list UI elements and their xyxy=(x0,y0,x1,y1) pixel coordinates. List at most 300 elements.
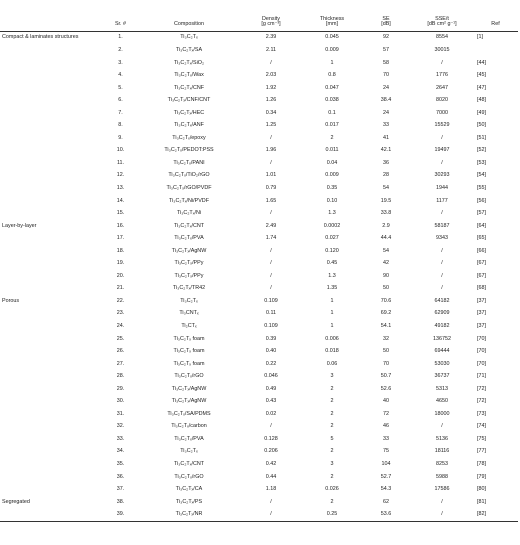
cell-group xyxy=(0,120,102,133)
cell-group xyxy=(0,245,102,258)
table-row xyxy=(0,208,518,221)
cell-se: 62 xyxy=(383,498,389,505)
cell-composition: Ti₃C₂Tₓ/CA xyxy=(175,486,203,493)
cell-composition: Ti₃C₂Tₓ/AgNW xyxy=(171,398,207,405)
cell-sse: 8020 xyxy=(436,97,448,104)
table-row xyxy=(0,408,518,421)
header-se-label: SE xyxy=(382,15,390,22)
table-row xyxy=(0,132,518,145)
cell-ref: [52] xyxy=(477,147,486,154)
cell-thickness: 0.45 xyxy=(326,260,338,267)
cell-composition: Ti₃C₂Tₓ/PS xyxy=(175,498,203,505)
cell-se: 69.2 xyxy=(380,310,392,317)
table-row xyxy=(0,358,518,371)
cell-composition: Ti₃C₂Tₓ/AgNW xyxy=(171,385,207,392)
cell-thickness: 0.011 xyxy=(325,147,339,154)
cell-sse: 9343 xyxy=(436,235,448,242)
cell-sr: 20. xyxy=(116,272,125,279)
cell-thickness: 0.10 xyxy=(326,197,338,204)
cell-sr: 7. xyxy=(118,109,123,116)
cell-group xyxy=(0,321,102,334)
table-row xyxy=(0,496,518,509)
cell-group xyxy=(0,509,102,522)
cell-group xyxy=(0,70,102,83)
cell-ref: [1] xyxy=(477,34,483,41)
cell-se: 36 xyxy=(383,159,389,166)
cell-sse: 5136 xyxy=(436,435,448,442)
cell-thickness: 0.006 xyxy=(325,335,339,342)
cell-group: Porous xyxy=(2,297,20,304)
cell-thickness: 0.017 xyxy=(325,122,339,129)
cell-sse: 18000 xyxy=(434,410,450,417)
cell-sr: 18. xyxy=(116,247,125,254)
cell-group xyxy=(0,346,102,359)
cell-sr: 19. xyxy=(116,260,125,267)
cell-sse: 36737 xyxy=(434,373,450,380)
cell-se: 75 xyxy=(383,448,389,455)
cell-sr: 24. xyxy=(116,323,125,330)
cell-group xyxy=(0,283,102,296)
cell-group xyxy=(0,170,102,183)
cell-thickness: 0.1 xyxy=(328,109,336,116)
table-row xyxy=(0,346,518,359)
cell-sse: 30015 xyxy=(434,46,450,53)
cell-ref: [45] xyxy=(477,72,486,79)
cell-sse: 7000 xyxy=(436,109,448,116)
cell-se: 44.4 xyxy=(380,235,392,242)
cell-sr: 26. xyxy=(116,348,125,355)
table-row xyxy=(0,57,518,70)
cell-group xyxy=(0,45,102,58)
cell-se: 54 xyxy=(383,247,389,254)
table-row xyxy=(0,484,518,497)
cell-composition: Ti₃C₂Tₓ/rGO xyxy=(174,473,204,480)
cell-sse: 1177 xyxy=(436,197,448,204)
cell-ref: [79] xyxy=(477,473,486,480)
cell-thickness: 1.3 xyxy=(328,210,336,217)
cell-thickness: 0.06 xyxy=(326,360,338,367)
cell-se: 52.7 xyxy=(380,473,392,480)
cell-composition: Ti₃C₂Tₓ/rGO xyxy=(174,373,204,380)
cell-group xyxy=(0,383,102,396)
cell-composition: Ti₃C₂Tₓ/rGO/PVDF xyxy=(166,185,212,191)
cell-sr: 38. xyxy=(116,498,125,505)
cell-se: 24 xyxy=(383,84,389,91)
cell-sr: 5. xyxy=(118,84,123,91)
cell-density: / xyxy=(270,423,272,430)
cell-density: / xyxy=(270,260,272,267)
cell-se: 54 xyxy=(383,185,389,191)
cell-density: / xyxy=(270,159,272,166)
cell-sse: / xyxy=(441,247,443,254)
cell-ref: [80] xyxy=(477,486,486,493)
cell-thickness: 0.35 xyxy=(326,185,338,191)
header-thickness-label: Thickness xyxy=(319,15,345,22)
cell-sse: / xyxy=(441,285,443,292)
cell-ref: [71] xyxy=(477,373,486,380)
cell-thickness: 0.026 xyxy=(325,486,339,493)
cell-thickness: 1.3 xyxy=(328,272,336,279)
cell-sr: 25. xyxy=(116,335,125,342)
cell-se: 19.5 xyxy=(380,197,392,204)
header-density xyxy=(239,6,303,31)
table-row xyxy=(0,45,518,58)
cell-ref: [74] xyxy=(477,423,486,430)
cell-group xyxy=(0,157,102,170)
cell-thickness: 1.35 xyxy=(326,285,338,292)
cell-composition: Ti₃C₂Tₓ/CNT xyxy=(173,461,205,468)
header-ref: Ref xyxy=(491,21,500,28)
table-row xyxy=(0,82,518,95)
cell-sr: 12. xyxy=(116,172,125,179)
cell-sse: 18116 xyxy=(434,448,450,455)
cell-ref: [48] xyxy=(477,97,486,104)
cell-sse: 8554 xyxy=(436,34,448,41)
table-row xyxy=(0,183,518,196)
cell-composition: Ti₃C₂Tₓ/CNF xyxy=(173,84,205,91)
cell-density: / xyxy=(270,247,272,254)
cell-sr: 10. xyxy=(116,147,125,154)
cell-density: 2.39 xyxy=(265,34,277,41)
cell-sse: 4650 xyxy=(436,398,448,405)
cell-sse: / xyxy=(441,423,443,430)
cell-sse: / xyxy=(411,509,473,522)
cell-density: / xyxy=(239,509,303,522)
header-sse xyxy=(411,6,473,31)
cell-sse: 62909 xyxy=(434,310,450,317)
cell-group xyxy=(0,333,102,346)
cell-group xyxy=(0,308,102,321)
cell-ref: [37] xyxy=(477,323,486,330)
header-sr: Sr. # xyxy=(114,21,127,28)
cell-composition: Ti₃C₂Tₓ/epoxy xyxy=(172,134,206,141)
cell-group xyxy=(0,82,102,95)
cell-composition: Ti₃C₂Tₓ/PEDOT:PSS xyxy=(164,147,214,154)
cell-composition: Ti₃C₂Tₓ/Wax xyxy=(174,72,204,79)
table-row xyxy=(0,308,518,321)
cell-composition: Ti₃C₂Tₓ/CNF/CNT xyxy=(167,97,211,104)
cell-density: 0.39 xyxy=(265,335,277,342)
cell-composition: Ti₃C₂Tₓ/PVA xyxy=(174,235,204,242)
cell-composition: Ti₃C₂Tₓ/SA/PDMS xyxy=(167,410,211,417)
cell-thickness: 0.038 xyxy=(325,97,339,104)
cell-sr: 32. xyxy=(116,423,125,430)
cell-ref: [73] xyxy=(477,410,486,417)
cell-thickness: 0.04 xyxy=(326,159,338,166)
cell-ref: [72] xyxy=(477,385,486,392)
cell-ref: [51] xyxy=(477,134,486,141)
cell-sse: 1944 xyxy=(436,185,448,191)
cell-sr: 34. xyxy=(116,448,125,455)
cell-ref: [67] xyxy=(477,260,486,267)
cell-density: 1.26 xyxy=(265,97,277,104)
cell-density: 0.22 xyxy=(265,360,277,367)
cell-se: 50 xyxy=(383,348,389,355)
cell-sse: 19497 xyxy=(434,147,450,154)
cell-composition: Ti₃C₂Tₓ/PPy xyxy=(174,272,204,279)
cell-group xyxy=(0,145,102,158)
cell-density: 1.25 xyxy=(265,122,277,129)
cell-composition: Ti₃C₂Tₓ foam xyxy=(173,335,205,342)
cell-se: 92 xyxy=(383,34,389,41)
table-row xyxy=(0,145,518,158)
cell-composition: Ti₂CTₓ xyxy=(181,323,197,330)
cell-thickness: 1 xyxy=(330,323,334,330)
cell-thickness: 0.045 xyxy=(325,34,339,41)
cell-density: 0.128 xyxy=(264,435,278,442)
cell-density: 1.18 xyxy=(265,486,277,493)
cell-se: 54.3 xyxy=(380,486,392,493)
cell-thickness: 0.8 xyxy=(328,72,336,79)
cell-sse: 64182 xyxy=(434,297,450,304)
cell-se: 24 xyxy=(383,109,389,116)
cell-thickness: 1 xyxy=(330,297,334,304)
cell-thickness: 3 xyxy=(330,461,334,468)
header-sse-label: SSE/t xyxy=(435,15,449,22)
table-row xyxy=(0,107,518,120)
cell-ref: [66] xyxy=(477,247,486,254)
cell-sse: 2647 xyxy=(436,84,448,91)
cell-sr: 16. xyxy=(116,222,125,229)
cell-ref: [77] xyxy=(477,448,486,455)
cell-sr: 28. xyxy=(116,373,125,380)
table-row xyxy=(0,245,518,258)
cell-composition: Ti₃C₂Tₓ foam xyxy=(173,360,205,367)
cell-thickness: 0.0002 xyxy=(323,222,341,229)
cell-se: 50.7 xyxy=(380,373,392,380)
cell-se: 70 xyxy=(383,72,389,79)
cell-density: 0.046 xyxy=(264,373,278,380)
cell-se: 41 xyxy=(383,134,389,141)
cell-thickness: 0.027 xyxy=(325,235,339,242)
cell-group xyxy=(0,233,102,246)
cell-thickness: 2 xyxy=(330,498,334,505)
cell-composition: Ti₃C₂Tₓ foam xyxy=(173,348,205,355)
cell-sse: / xyxy=(441,134,443,141)
cell-composition: Ti₃C₂Tₓ/carbon xyxy=(171,423,207,430)
table-row xyxy=(0,95,518,108)
cell-density: 0.206 xyxy=(264,448,278,455)
table-row xyxy=(0,170,518,183)
cell-se: 33.8 xyxy=(380,210,392,217)
cell-group xyxy=(0,258,102,271)
cell-ref: [44] xyxy=(477,59,486,66)
header-thickness-unit: [mm] xyxy=(326,21,338,28)
table-row xyxy=(0,321,518,334)
cell-thickness: 0.009 xyxy=(325,172,339,179)
cell-ref: [67] xyxy=(477,272,486,279)
cell-ref: [54] xyxy=(477,172,486,179)
cell-composition: Ti₃C₂Tₓ/HEC xyxy=(173,109,205,116)
cell-composition: Ti₃C₂Tₓ/PPy xyxy=(174,260,204,267)
cell-density: 0.49 xyxy=(265,385,277,392)
cell-density: 1.74 xyxy=(265,235,277,242)
cell-thickness: 0.009 xyxy=(325,46,339,53)
table-row xyxy=(0,157,518,170)
cell-group xyxy=(0,57,102,70)
cell-se: 104 xyxy=(381,461,391,468)
cell-ref: [78] xyxy=(477,461,486,468)
cell-sr: 21. xyxy=(116,285,125,292)
cell-composition: Ti₃C₂Tₓ/SA xyxy=(175,46,203,53)
cell-density: / xyxy=(270,210,272,217)
cell-density: 0.02 xyxy=(265,410,277,417)
cell-sr: 6. xyxy=(118,97,123,104)
cell-density: 2.11 xyxy=(265,46,277,53)
header-density-label: Density xyxy=(262,15,280,22)
cell-density: 1.96 xyxy=(265,147,277,154)
cell-se: 33 xyxy=(383,122,389,129)
cell-density: / xyxy=(270,498,272,505)
table-row xyxy=(0,459,518,472)
cell-composition: Ti₃C₂Tₓ/TR42 xyxy=(172,285,206,292)
cell-se: 46 xyxy=(383,423,389,430)
cell-group xyxy=(0,484,102,497)
table-row xyxy=(0,70,518,83)
cell-group xyxy=(0,421,102,434)
cell-se: 42 xyxy=(383,260,389,267)
cell-composition: Ti₃C₂Tₓ/SiO₂ xyxy=(173,59,205,66)
cell-density: 2.03 xyxy=(265,72,277,79)
cell-group xyxy=(0,459,102,472)
cell-composition: Ti₃C₂Tₓ/PANI xyxy=(173,159,205,166)
cell-composition: Ti₃C₂Tₓ/CNT xyxy=(173,222,205,229)
cell-ref: [70] xyxy=(477,360,486,367)
cell-sr: 17. xyxy=(116,235,125,242)
cell-thickness: 2 xyxy=(330,423,334,430)
cell-ref: [37] xyxy=(477,310,486,317)
cell-sse: 49182 xyxy=(434,323,450,330)
header-sse-unit: [dB cm² g⁻¹] xyxy=(427,21,457,28)
table-row xyxy=(0,509,518,522)
table-row xyxy=(0,220,518,233)
cell-density: 0.11 xyxy=(265,310,277,317)
cell-ref: [64] xyxy=(477,222,486,229)
cell-sse: 136752 xyxy=(433,335,451,342)
cell-sse: / xyxy=(441,260,443,267)
cell-group xyxy=(0,270,102,283)
cell-sse: / xyxy=(441,59,443,66)
cell-composition: Ti₃C₂Tₓ/NR xyxy=(139,509,239,522)
cell-se: 90 xyxy=(383,272,389,279)
cell-thickness: 2 xyxy=(330,410,334,417)
header-thickness xyxy=(303,6,361,31)
cell-thickness: 2 xyxy=(330,473,334,480)
cell-density: 0.109 xyxy=(264,323,278,330)
cell-sse: 17586 xyxy=(434,486,450,493)
cell-thickness: 2 xyxy=(330,448,334,455)
cell-sr: 2. xyxy=(118,46,123,53)
cell-se: 40 xyxy=(383,398,389,405)
cell-se: 70 xyxy=(383,360,389,367)
cell-sr: 35. xyxy=(116,461,125,468)
header-composition: Composition xyxy=(174,21,204,28)
cell-sse: 58187 xyxy=(434,222,450,229)
cell-sse: 15529 xyxy=(434,122,450,129)
cell-group: Layer-by-layer xyxy=(2,222,37,229)
cell-group xyxy=(0,371,102,384)
cell-composition: Ti₃C₂Tₓ xyxy=(180,34,198,41)
table-row xyxy=(0,371,518,384)
cell-thickness: 0.018 xyxy=(325,348,339,355)
cell-composition: Ti₃C₂Tₓ xyxy=(180,297,198,304)
cell-thickness: 2 xyxy=(330,398,334,405)
cell-group xyxy=(0,132,102,145)
cell-se: 33 xyxy=(383,435,389,442)
cell-sr: 36. xyxy=(116,473,125,480)
table-row xyxy=(0,383,518,396)
cell-density: 2.49 xyxy=(265,222,277,229)
header-group xyxy=(0,6,102,31)
cell-sse: 1776 xyxy=(436,72,448,79)
cell-thickness: 0.120 xyxy=(325,247,339,254)
cell-thickness: 5 xyxy=(330,435,334,442)
cell-sr: 4. xyxy=(118,72,123,79)
cell-ref: [81] xyxy=(477,498,486,505)
table-row xyxy=(0,195,518,208)
cell-se: 57 xyxy=(383,46,389,53)
cell-sse: 8253 xyxy=(436,461,448,468)
cell-composition: Ti₃C₂Tₓ/ANF xyxy=(174,122,204,129)
cell-composition: Ti₃C₂Tₓ/Ni/PVDF xyxy=(169,197,209,204)
cell-group xyxy=(0,446,102,459)
cell-se: 53.6 xyxy=(361,509,411,522)
cell-se: 38.4 xyxy=(380,97,392,104)
cell-sse: 5988 xyxy=(436,473,448,480)
table-row xyxy=(0,396,518,409)
cell-thickness: 1 xyxy=(330,310,334,317)
cell-group xyxy=(0,95,102,108)
table-header xyxy=(0,6,518,32)
cell-sr: 30. xyxy=(116,398,125,405)
cell-composition: Ti₃C₂Tₓ xyxy=(180,448,198,455)
cell-group: Segregated xyxy=(2,498,30,505)
cell-ref: [68] xyxy=(477,285,486,292)
cell-se: 72 xyxy=(383,410,389,417)
cell-density: 0.44 xyxy=(265,473,277,480)
cell-ref: [53] xyxy=(477,159,486,166)
cell-ref: [56] xyxy=(477,197,486,204)
cell-ref xyxy=(473,45,518,58)
cell-sr: 3. xyxy=(118,59,123,66)
cell-se: 32 xyxy=(383,335,389,342)
cell-sr: 13. xyxy=(116,185,125,191)
cell-se: 70.6 xyxy=(380,297,392,304)
cell-group xyxy=(0,408,102,421)
cell-sse: 69444 xyxy=(434,348,450,355)
cell-density: 1.92 xyxy=(265,84,277,91)
cell-sse: 53030 xyxy=(434,360,450,367)
cell-ref: [72] xyxy=(477,398,486,405)
cell-sr: 31. xyxy=(116,410,125,417)
cell-density: 0.42 xyxy=(265,461,277,468)
table-body xyxy=(0,32,518,522)
table-row xyxy=(0,233,518,246)
cell-density: 0.34 xyxy=(265,109,277,116)
cell-ref: [70] xyxy=(477,335,486,342)
table-row xyxy=(0,283,518,296)
table-row xyxy=(0,421,518,434)
cell-sr: 14. xyxy=(116,197,125,204)
cell-se: 54.1 xyxy=(380,323,392,330)
cell-thickness: 0.047 xyxy=(325,84,339,91)
cell-group xyxy=(0,107,102,120)
cell-sr: 1. xyxy=(118,34,123,41)
cell-density: 1.01 xyxy=(265,172,277,179)
cell-sr: 37. xyxy=(116,486,125,493)
cell-density: / xyxy=(270,134,272,141)
table-row xyxy=(0,258,518,271)
